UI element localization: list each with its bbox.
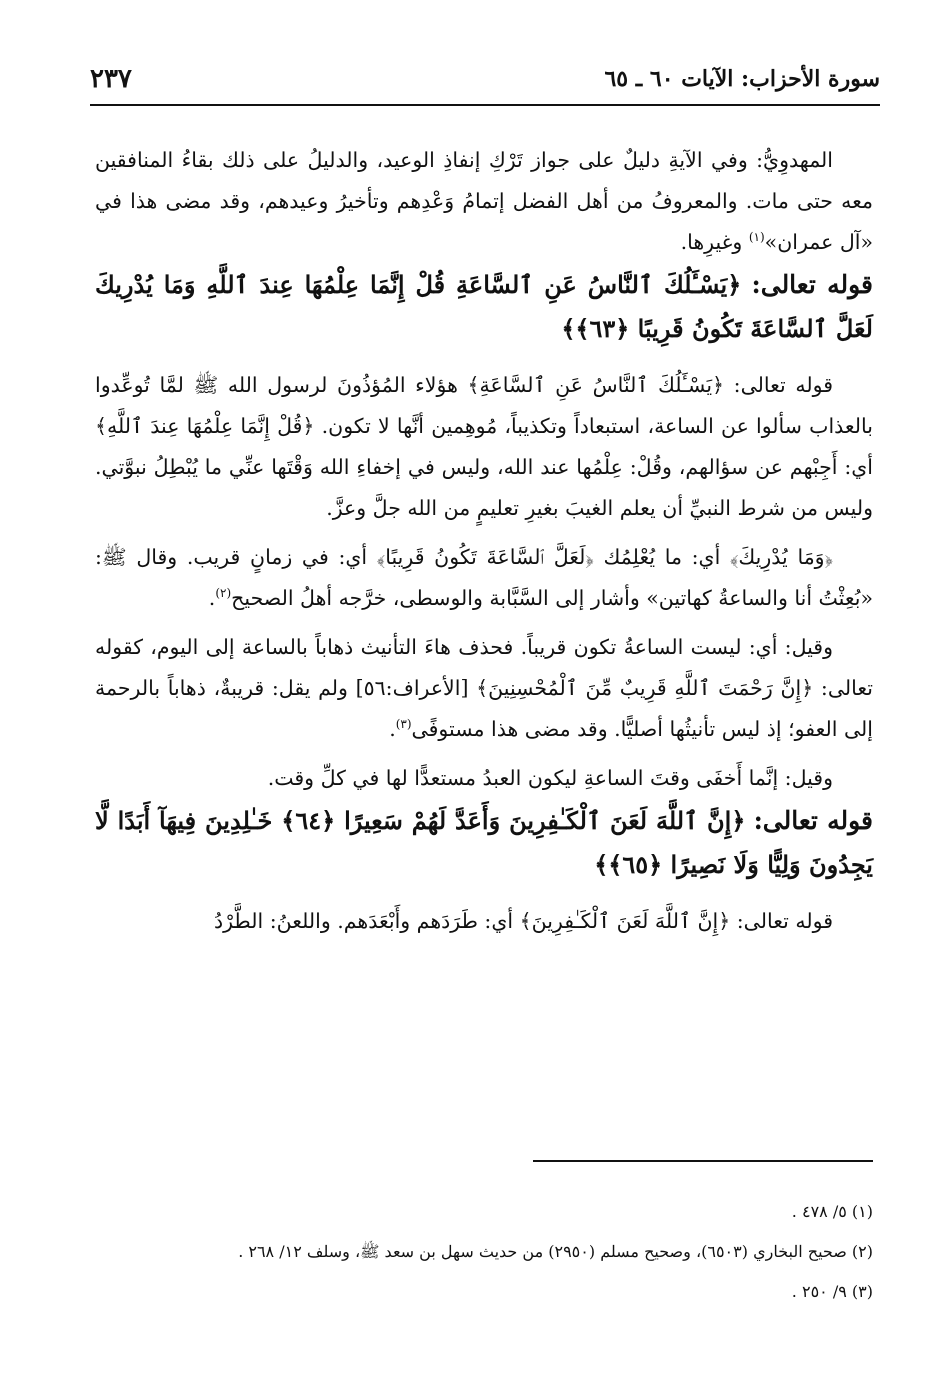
footnote-2: (٢) صحيح البخاري (٦٥٠٣)، وصحيح مسلم (٢٩٥٠) من حديث سهل بن سعد ﷺ، وسلف ١٢/ ٢٦٨ . <box>238 1242 873 1261</box>
paragraph-5: وقيل: إنَّما أَخفَى وقتَ الساعةِ ليكون العبدُ مستعدًّا لها في كلِّ وقت. <box>267 766 833 790</box>
main-text <box>95 140 873 942</box>
page-number: ٢٣٧ <box>90 64 132 94</box>
footnote-ref-2[interactable]: (٢) <box>215 586 232 601</box>
header-divider <box>90 104 880 106</box>
footnote-3: (٣) ٩/ ٢٥٠ . <box>791 1282 873 1301</box>
paragraph-text: ﴿وَمَا يُدْرِيكَ﴾ أي: ما يُعْلِمُك ﴿لَعَلَّ ٱلسَّاعَةَ تَكُونُ قَرِيبًا﴾ أي: في زمانٍ قريب. وقال ﷺ: «بُعِثْتُ أنا والساعةُ كهاتين» وأشار إلى السَّبَّابة والوسطى، خرَّجه أهلُ الصحيح <box>95 545 873 610</box>
paragraph-4 <box>95 627 873 750</box>
paragraph-text: وقيل: أي: ليست الساعةُ تكون قريباً. فحذف هاءَ التأنيث ذهاباً بالساعة إلى اليوم، كقوله تعالى: ﴿إِنَّ رَحْمَتَ ٱللَّهِ قَرِيبٌ مِّنَ ٱلْمُحْسِنِينَ﴾ [الأعراف:٥٦] ولم يقل: قريبةٌ، ذهاباً بالرحمة إلى العفو؛ إذ ليس تأنيثُها أصليًّا. وقد مضى هذا مستوفًى <box>95 635 873 741</box>
paragraph-end: وغيرِها. <box>680 230 749 254</box>
footnote-1: (١) ٥/ ٤٧٨ . <box>791 1202 873 1221</box>
footnotes <box>95 1192 873 1312</box>
verse-lead: قوله تعالى: <box>751 270 873 299</box>
running-title: سورة الأحزاب: الآيات ٦٠ ـ ٦٥ <box>604 66 880 92</box>
footnote-ref-3[interactable]: (٣) <box>395 717 412 732</box>
paragraph-text: المهدوِيُّ: وفي الآيةِ دليلٌ على جواز تَرْكِ إنفاذِ الوعيد، والدليلُ على ذلك بقاءُ المنافقين معه حتى مات. والمعروفُ من أهل الفضل إتمامُ وَعْدِهم وتأخيرُ وعيدهم، وقد مضى هذا في «آل عمران» <box>95 148 873 254</box>
verse-block-1 <box>95 263 873 351</box>
paragraph-2: قوله تعالى: ﴿يَسْـَٔلُكَ ٱلنَّاسُ عَنِ ٱلسَّاعَةِ﴾ هؤلاء المُؤذُونَ لرسول الله ﷺ لمَّا تُوعِّدوا بالعذاب سألوا عن الساعة، استبعاداً وتكذيباً، مُوهِمين أنَّها لا تكون. ﴿قُلْ إِنَّمَا عِلْمُهَا عِندَ ٱللَّهِ﴾ أي: أَجِبْهم عن سؤالهم، وقُلْ: عِلْمُها عند الله، وليس في إخفاءِ الله وَقْتَها عنِّي ما يُبْطِلُ نبوَّتي. وليس من شرط النبيِّ أن يعلم الغيبَ بغيرِ تعليمٍ من الله جلَّ وعزَّ. <box>95 373 873 520</box>
footnote-divider <box>533 1160 873 1162</box>
paragraph-6: قوله تعالى: ﴿إِنَّ ٱللَّهَ لَعَنَ ٱلْكَـٰفِرِينَ﴾ أي: طَرَدَهم وأَبْعَدَهم. واللعنُ: الطَّرْدُ <box>213 909 833 933</box>
verse-text: ﴿يَسْـَٔلُكَ ٱلنَّاسُ عَنِ ٱلسَّاعَةِ قُلْ إِنَّمَا عِلْمُهَا عِندَ ٱللَّهِ وَمَا يُدْرِيكَ لَعَلَّ ٱلسَّاعَةَ تَكُونُ قَرِيبًا ﴿٦٣﴾﴾ <box>95 270 873 343</box>
paragraph-end: . <box>208 586 216 610</box>
footnote-ref-1[interactable]: (١) <box>748 230 765 245</box>
verse-lead: قوله تعالى: <box>753 806 873 835</box>
page-header <box>90 62 880 106</box>
paragraph-3 <box>95 537 873 619</box>
verse-block-2 <box>95 799 873 887</box>
verse-text: ﴿إِنَّ ٱللَّهَ لَعَنَ ٱلْكَـٰفِرِينَ وَأَعَدَّ لَهُمْ سَعِيرًا ﴿٦٤﴾ خَـٰلِدِينَ فِيهَآ أَبَدًا لَّا يَجِدُونَ وَلِيًّا وَلَا نَصِيرًا ﴿٦٥﴾﴾ <box>95 806 873 879</box>
paragraph-1 <box>95 140 873 263</box>
paragraph-end: . <box>389 717 396 741</box>
